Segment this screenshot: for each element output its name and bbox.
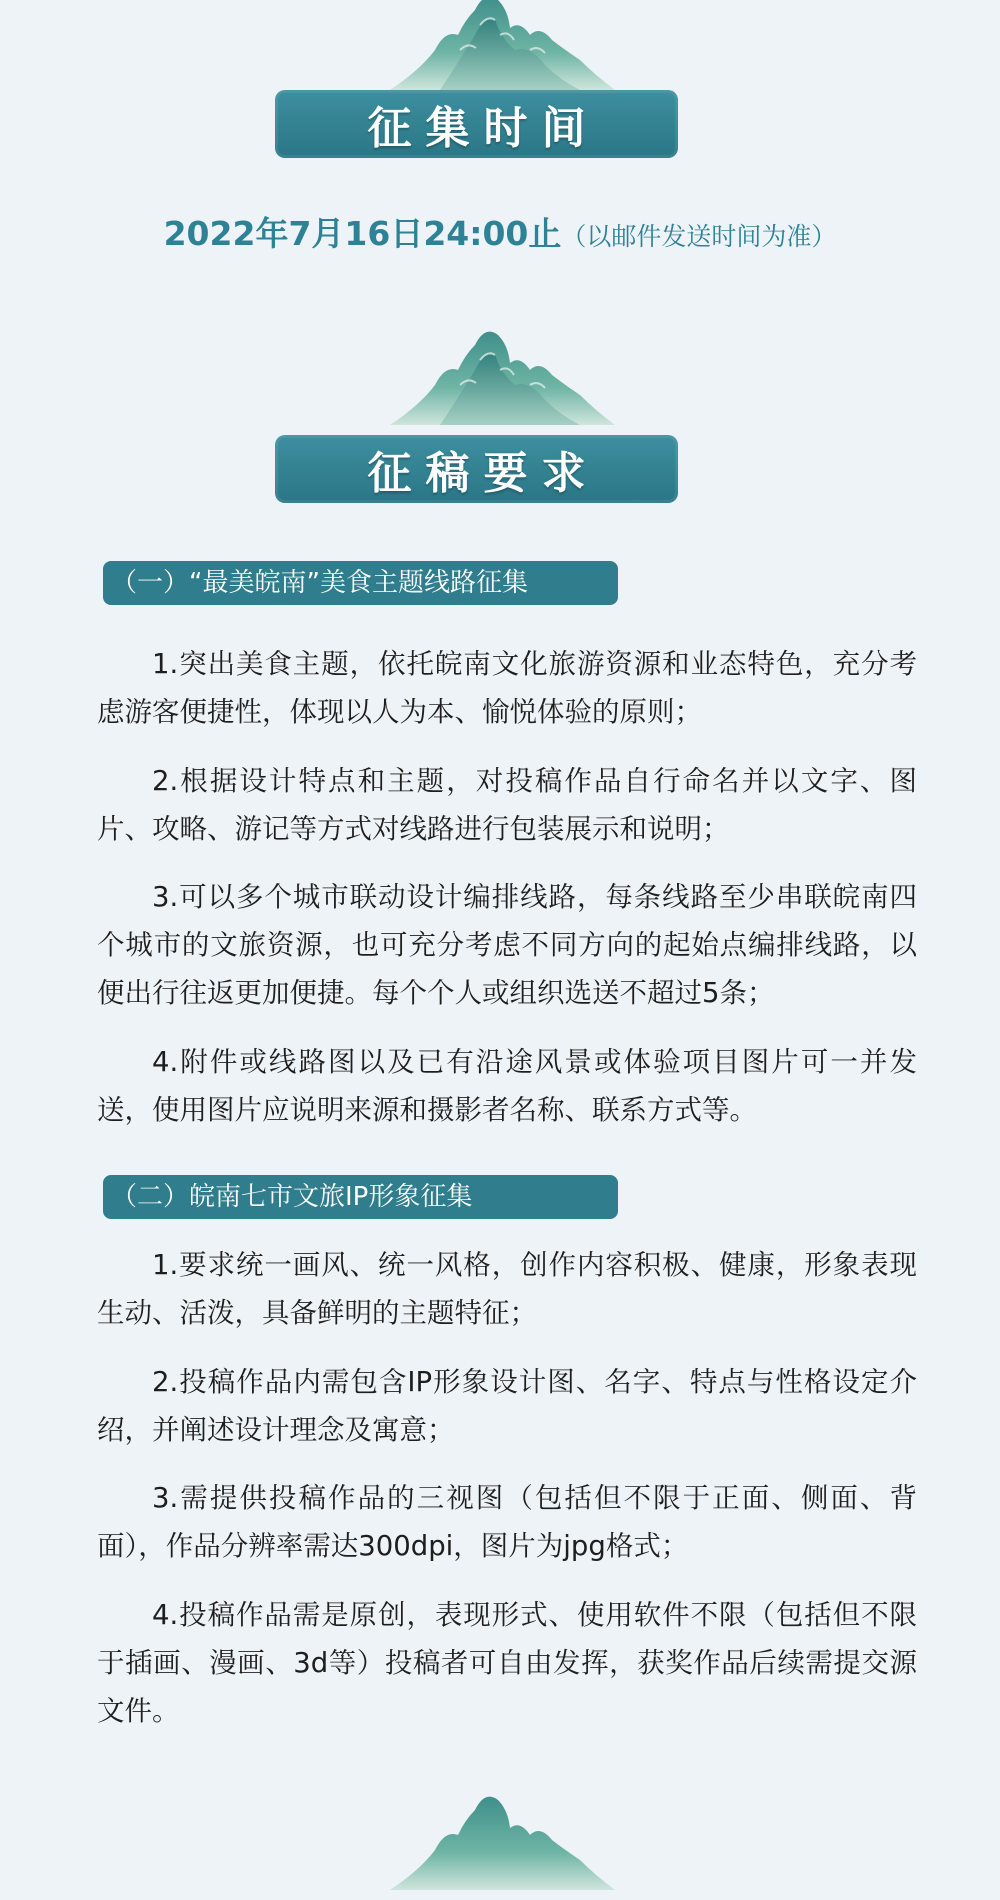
mountain-icon [380,325,620,435]
section-title: 征集时间 [367,103,600,154]
subsection-label-ip-image: （二）皖南七市文旅IP形象征集 [103,1175,618,1219]
requirement-item: 1.要求统一画风、统一风格，创作内容积极、健康，形象表现生动、活泼，具备鲜明的主题特征； [97,1249,917,1329]
subsection-label-food-routes: （一）“最美皖南”美食主题线路征集 [103,561,618,605]
mountain-decoration-top [380,0,620,100]
requirement-item: 3.需提供投稿作品的三视图（包括但不限于正面、侧面、背面），作品分辨率需达300dpi，图片为jpg格式； [97,1482,917,1562]
mountain-decoration-middle [380,325,620,435]
requirement-item: 2.根据设计特点和主题，对投稿作品自行命名并以文字、图片、攻略、游记等方式对线路进行包装展示和说明； [97,765,917,845]
requirement-item: 4.附件或线路图以及已有沿途风景或体验项目图片可一并发送，使用图片应说明来源和摄影者名称、联系方式等。 [97,1046,917,1126]
requirement-item: 1.突出美食主题，依托皖南文化旅游资源和业态特色，充分考虑游客便捷性，体现以人为本、愉悦体验的原则； [97,648,917,728]
section-title: 征稿要求 [367,448,600,499]
deadline-line [0,208,1000,255]
mountain-icon [380,0,620,100]
requirement-item: 2.投稿作品内需包含IP形象设计图、名字、特点与性格设定介绍，并阐述设计理念及寓意； [97,1366,917,1446]
mountain-decoration-bottom [380,1790,620,1900]
requirement-item: 3.可以多个城市联动设计编排线路，每条线路至少串联皖南四个城市的文旅资源，也可充分考虑不同方向的起始点编排线路，以便出行往返更加便捷。每个个人或组织选送不超过5条； [97,881,917,1009]
requirement-item: 4.投稿作品需是原创，表现形式、使用软件不限（包括但不限于插画、漫画、3d等）投稿者可自由发挥，获奖作品后续需提交源文件。 [97,1599,917,1727]
mountain-icon [380,1790,620,1900]
deadline-note: （以邮件发送时间为准） [561,222,837,251]
deadline-date: 2022年7月16日24:00止 [163,214,562,253]
section-banner-requirements [275,435,678,503]
section-banner-collection-time [275,90,678,158]
